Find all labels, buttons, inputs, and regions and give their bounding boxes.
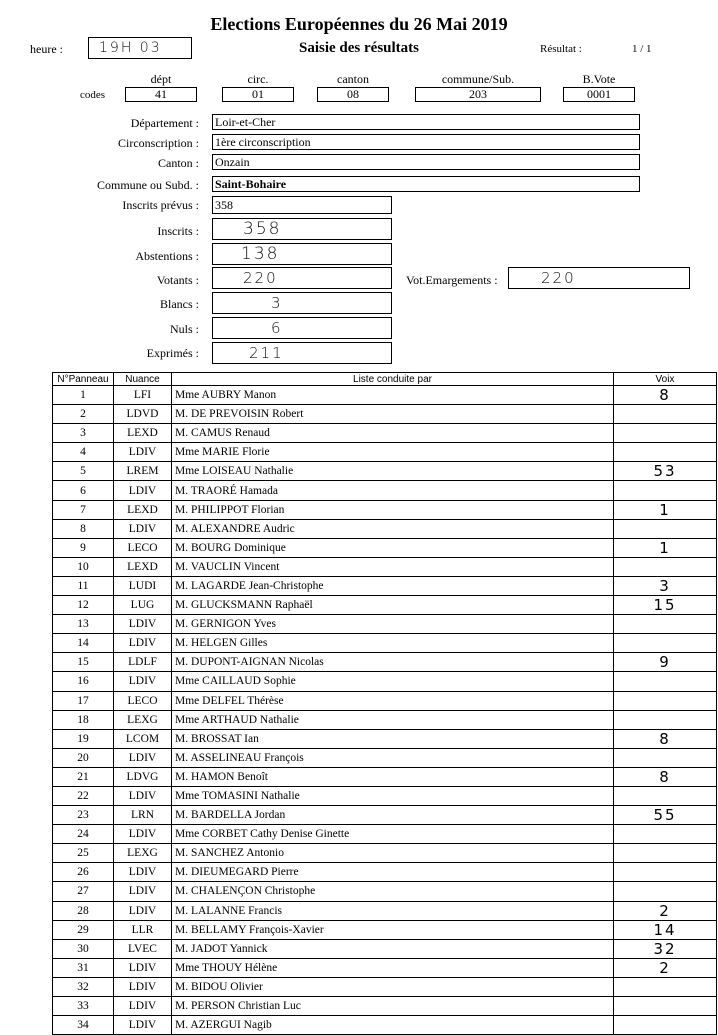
row-liste: M. DIEUMEGARD Pierre <box>172 863 614 882</box>
row-voix <box>614 615 717 634</box>
table-row <box>53 634 717 653</box>
row-nuance: LDLF <box>114 653 172 672</box>
row-panneau: 24 <box>53 825 114 844</box>
table-row <box>53 672 717 691</box>
row-liste: M. GERNIGON Yves <box>172 615 614 634</box>
blancs-label: Blancs : <box>160 297 199 311</box>
row-liste: M. GLUCKSMANN Raphaël <box>172 596 614 615</box>
row-voix: 2 <box>614 901 717 920</box>
row-voix <box>614 634 717 653</box>
row-voix: 3 <box>614 576 717 595</box>
page-title: Elections Européennes du 26 Mai 2019 <box>210 14 508 34</box>
votants-value: 220 <box>243 269 278 287</box>
circonscription-field <box>212 134 640 150</box>
code-circ: 01 <box>222 87 294 102</box>
row-nuance: LDIV <box>114 443 172 462</box>
code-head-bvote: B.Vote <box>582 72 616 86</box>
row-nuance: LDIV <box>114 901 172 920</box>
inscrits-prevus-label: Inscrits prévus : <box>122 198 199 212</box>
row-panneau: 4 <box>53 443 114 462</box>
row-voix: 32 <box>614 939 717 958</box>
results-table <box>52 372 717 1035</box>
header-panneau: N°Panneau <box>53 373 114 386</box>
table-row <box>53 576 717 595</box>
row-liste: Mme TOMASINI Nathalie <box>172 786 614 805</box>
row-liste: Mme MARIE Florie <box>172 443 614 462</box>
exprimes-value: 211 <box>249 344 284 362</box>
row-panneau: 11 <box>53 576 114 595</box>
row-liste: M. ALEXANDRE Audric <box>172 519 614 538</box>
row-liste: M. DUPONT-AIGNAN Nicolas <box>172 653 614 672</box>
row-liste: Mme LOISEAU Nathalie <box>172 462 614 481</box>
row-nuance: LDIV <box>114 672 172 691</box>
row-voix <box>614 519 717 538</box>
row-liste: Mme AUBRY Manon <box>172 386 614 405</box>
row-liste: M. BIDOU Olivier <box>172 977 614 996</box>
row-nuance: LDIV <box>114 882 172 901</box>
table-row <box>53 901 717 920</box>
row-nuance: LDIV <box>114 958 172 977</box>
row-panneau: 23 <box>53 806 114 825</box>
codes-label: codes <box>80 89 106 101</box>
row-nuance: LDIV <box>114 997 172 1016</box>
row-panneau: 28 <box>53 901 114 920</box>
nuls-field <box>212 317 392 339</box>
row-voix <box>614 710 717 729</box>
table-row <box>53 386 717 405</box>
row-nuance: LDIV <box>114 519 172 538</box>
table-row <box>53 462 717 481</box>
row-voix <box>614 672 717 691</box>
departement-value: Loir-et-Cher <box>215 115 276 129</box>
row-voix: 1 <box>614 538 717 557</box>
header-nuance: Nuance <box>114 373 172 386</box>
heure-box <box>88 37 192 59</box>
row-panneau: 1 <box>53 386 114 405</box>
row-nuance: LECO <box>114 538 172 557</box>
abstentions-label: Abstentions : <box>135 249 199 263</box>
row-panneau: 13 <box>53 615 114 634</box>
row-nuance: LEXD <box>114 557 172 576</box>
row-liste: M. AZERGUI Nagib <box>172 1016 614 1035</box>
row-liste: Mme ARTHAUD Nathalie <box>172 710 614 729</box>
row-nuance: LEXD <box>114 500 172 519</box>
inscrits-field <box>212 218 392 240</box>
page-subtitle: Saisie des résultats <box>299 40 419 56</box>
row-panneau: 18 <box>53 710 114 729</box>
row-nuance: LDVG <box>114 767 172 786</box>
row-voix: 8 <box>614 767 717 786</box>
row-voix <box>614 1016 717 1035</box>
row-liste: Mme DELFEL Thérèse <box>172 691 614 710</box>
departement-label: Département : <box>130 116 199 130</box>
table-row <box>53 557 717 576</box>
table-row <box>53 997 717 1016</box>
row-voix: 9 <box>614 653 717 672</box>
row-nuance: LDIV <box>114 977 172 996</box>
row-voix: 2 <box>614 958 717 977</box>
row-nuance: LLR <box>114 920 172 939</box>
row-nuance: LDIV <box>114 863 172 882</box>
row-liste: M. BELLAMY François-Xavier <box>172 920 614 939</box>
abstentions-field <box>212 243 392 265</box>
row-panneau: 29 <box>53 920 114 939</box>
table-row <box>53 691 717 710</box>
emargements-value: 220 <box>541 269 576 287</box>
row-liste: M. PERSON Christian Luc <box>172 997 614 1016</box>
inscrits-label: Inscrits : <box>157 224 199 238</box>
row-panneau: 25 <box>53 844 114 863</box>
row-panneau: 22 <box>53 786 114 805</box>
row-nuance: LVEC <box>114 939 172 958</box>
inscrits-prevus-value: 358 <box>215 198 233 212</box>
row-voix: 53 <box>614 462 717 481</box>
emargements-field <box>508 267 690 289</box>
row-liste: M. LALANNE Francis <box>172 901 614 920</box>
row-panneau: 3 <box>53 424 114 443</box>
row-nuance: LCOM <box>114 729 172 748</box>
row-liste: M. TRAORÉ Hamada <box>172 481 614 500</box>
row-liste: M. JADOT Yannick <box>172 939 614 958</box>
table-row <box>53 596 717 615</box>
row-nuance: LRN <box>114 806 172 825</box>
table-row <box>53 500 717 519</box>
exprimes-label: Exprimés : <box>146 346 199 360</box>
nuls-label: Nuls : <box>169 322 199 336</box>
blancs-value: 3 <box>271 294 283 312</box>
row-panneau: 33 <box>53 997 114 1016</box>
circonscription-value: 1ère circonscription <box>215 135 311 149</box>
row-voix <box>614 863 717 882</box>
row-panneau: 10 <box>53 557 114 576</box>
row-liste: Mme CAILLAUD Sophie <box>172 672 614 691</box>
row-panneau: 8 <box>53 519 114 538</box>
abstentions-value: 138 <box>241 244 280 264</box>
row-panneau: 31 <box>53 958 114 977</box>
row-nuance: LECO <box>114 691 172 710</box>
row-voix: 15 <box>614 596 717 615</box>
row-liste: M. HAMON Benoît <box>172 767 614 786</box>
table-row <box>53 710 717 729</box>
table-row <box>53 920 717 939</box>
results-header-row <box>53 373 717 386</box>
row-voix <box>614 405 717 424</box>
row-voix <box>614 424 717 443</box>
row-panneau: 5 <box>53 462 114 481</box>
row-voix <box>614 443 717 462</box>
row-liste: M. SANCHEZ Antonio <box>172 844 614 863</box>
row-panneau: 34 <box>53 1016 114 1035</box>
code-head-canton: canton <box>337 72 369 86</box>
row-panneau: 17 <box>53 691 114 710</box>
row-panneau: 26 <box>53 863 114 882</box>
code-dept: 41 <box>125 87 197 102</box>
row-panneau: 9 <box>53 538 114 557</box>
row-voix: 8 <box>614 386 717 405</box>
code-canton: 08 <box>317 87 389 102</box>
row-voix <box>614 557 717 576</box>
inscrits-prevus-field <box>212 196 392 214</box>
row-panneau: 12 <box>53 596 114 615</box>
row-panneau: 16 <box>53 672 114 691</box>
row-voix <box>614 882 717 901</box>
table-row <box>53 958 717 977</box>
row-panneau: 20 <box>53 748 114 767</box>
row-panneau: 6 <box>53 481 114 500</box>
table-row <box>53 519 717 538</box>
row-nuance: LDIV <box>114 825 172 844</box>
row-voix <box>614 977 717 996</box>
canton-label: Canton : <box>158 156 199 170</box>
votants-label: Votants : <box>156 273 199 287</box>
header-liste: Liste conduite par <box>172 373 614 386</box>
row-voix: 1 <box>614 500 717 519</box>
row-liste: M. PHILIPPOT Florian <box>172 500 614 519</box>
table-row <box>53 615 717 634</box>
table-row <box>53 767 717 786</box>
row-liste: M. DE PREVOISIN Robert <box>172 405 614 424</box>
row-voix <box>614 825 717 844</box>
row-liste: M. CHALENÇON Christophe <box>172 882 614 901</box>
header-voix: Voix <box>614 373 717 386</box>
row-voix: 14 <box>614 920 717 939</box>
code-head-dept: dépt <box>150 72 172 86</box>
row-liste: M. CAMUS Renaud <box>172 424 614 443</box>
table-row <box>53 538 717 557</box>
row-nuance: LUG <box>114 596 172 615</box>
row-nuance: LDIV <box>114 634 172 653</box>
row-nuance: LDIV <box>114 615 172 634</box>
row-voix <box>614 997 717 1016</box>
table-row <box>53 748 717 767</box>
exprimes-field <box>212 342 392 364</box>
inscrits-value: 358 <box>243 219 282 239</box>
blancs-field <box>212 292 392 314</box>
row-panneau: 2 <box>53 405 114 424</box>
table-row <box>53 405 717 424</box>
row-liste: Mme THOUY Hélène <box>172 958 614 977</box>
commune-value: Saint-Bohaire <box>215 177 287 191</box>
commune-field <box>212 176 640 192</box>
code-commune: 203 <box>415 87 541 102</box>
resultat-label: Résultat : <box>540 43 582 55</box>
table-row <box>53 481 717 500</box>
row-voix <box>614 748 717 767</box>
code-bvote: 0001 <box>563 87 635 102</box>
table-row <box>53 653 717 672</box>
table-row <box>53 844 717 863</box>
votants-field <box>212 267 392 289</box>
row-panneau: 15 <box>53 653 114 672</box>
row-nuance: LREM <box>114 462 172 481</box>
row-nuance: LDIV <box>114 786 172 805</box>
row-nuance: LDIV <box>114 748 172 767</box>
row-nuance: LDIV <box>114 481 172 500</box>
table-row <box>53 825 717 844</box>
row-panneau: 7 <box>53 500 114 519</box>
heure-value: 19H 03 <box>99 40 162 56</box>
row-liste: M. ASSELINEAU François <box>172 748 614 767</box>
table-row <box>53 806 717 825</box>
row-voix <box>614 481 717 500</box>
row-nuance: LDIV <box>114 1016 172 1035</box>
code-head-commune: commune/Sub. <box>441 72 515 86</box>
canton-value: Onzain <box>215 155 250 169</box>
row-liste: M. VAUCLIN Vincent <box>172 557 614 576</box>
row-nuance: LUDI <box>114 576 172 595</box>
row-liste: M. BARDELLA Jordan <box>172 806 614 825</box>
table-row <box>53 729 717 748</box>
table-row <box>53 443 717 462</box>
departement-field <box>212 114 640 130</box>
row-panneau: 27 <box>53 882 114 901</box>
nuls-value: 6 <box>271 319 283 337</box>
row-liste: M. BOURG Dominique <box>172 538 614 557</box>
row-panneau: 32 <box>53 977 114 996</box>
row-panneau: 14 <box>53 634 114 653</box>
row-panneau: 30 <box>53 939 114 958</box>
commune-label: Commune ou Subd. : <box>96 178 199 192</box>
row-nuance: LFI <box>114 386 172 405</box>
table-row <box>53 1016 717 1035</box>
table-row <box>53 939 717 958</box>
table-row <box>53 786 717 805</box>
row-liste: M. LAGARDE Jean-Christophe <box>172 576 614 595</box>
emargements-label: Vot.Emargements : <box>406 273 498 287</box>
table-row <box>53 882 717 901</box>
row-nuance: LDVD <box>114 405 172 424</box>
row-voix <box>614 786 717 805</box>
table-row <box>53 977 717 996</box>
resultat-value: 1 / 1 <box>632 43 652 55</box>
row-nuance: LEXD <box>114 424 172 443</box>
row-liste: Mme CORBET Cathy Denise Ginette <box>172 825 614 844</box>
row-voix: 55 <box>614 806 717 825</box>
row-liste: M. HELGEN Gilles <box>172 634 614 653</box>
canton-field <box>212 154 640 170</box>
table-row <box>53 863 717 882</box>
row-voix <box>614 691 717 710</box>
heure-label: heure : <box>30 42 63 56</box>
row-nuance: LEXG <box>114 844 172 863</box>
circonscription-label: Circonscription : <box>118 136 199 150</box>
table-row <box>53 424 717 443</box>
row-liste: M. BROSSAT Ian <box>172 729 614 748</box>
row-voix: 8 <box>614 729 717 748</box>
row-voix <box>614 844 717 863</box>
row-panneau: 19 <box>53 729 114 748</box>
code-head-circ: circ. <box>247 72 269 86</box>
row-nuance: LEXG <box>114 710 172 729</box>
row-panneau: 21 <box>53 767 114 786</box>
